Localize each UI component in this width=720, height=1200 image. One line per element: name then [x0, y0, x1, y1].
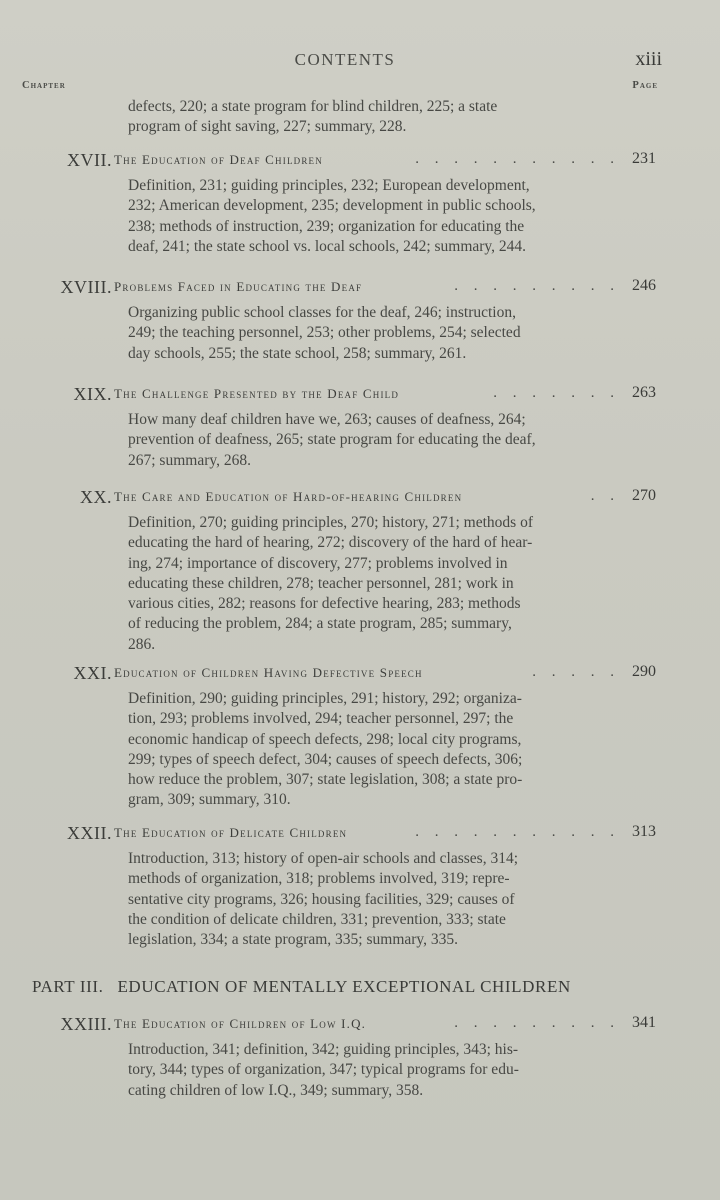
desc-line: tory, 344; types of organization, 347; typical programs for edu- [128, 1061, 519, 1079]
dot-leader: . . . . . . . . . [454, 278, 620, 294]
chapter-description [128, 1040, 624, 1101]
desc-line: day schools, 255; the state school, 258; summary, 261. [128, 344, 467, 362]
toc-entry-xxii [0, 823, 720, 950]
desc-line: Definition, 270; guiding principles, 270; history, 271; methods of [128, 514, 533, 531]
desc-line: methods of organization, 318; problems involved, 319; repre- [128, 870, 510, 888]
chapter-page-number: 263 [632, 384, 656, 401]
toc-entry-xvii [0, 150, 720, 257]
chapter-title: The Education of Deaf Children [114, 152, 323, 167]
desc-line: prevention of deafness, 265; state program for educating the deaf, [128, 431, 536, 449]
chapter-numeral: XVIII. [60, 277, 112, 297]
desc-line: deaf, 241; the state school vs. local schools, 242; summary, 244. [128, 237, 527, 255]
page-folio: xiii [635, 48, 662, 70]
desc-line: 232; American development, 235; development in public schools, [128, 197, 536, 215]
desc-line: defects, 220; a state program for blind children, 225; a state [128, 98, 498, 115]
chapter-page-number: 290 [632, 663, 656, 680]
desc-line: ing, 274; importance of discovery, 277; problems involved in [128, 554, 508, 572]
desc-line: 267; summary, 268. [128, 451, 251, 469]
chapter-description [128, 849, 624, 950]
chapter-numeral: XXII. [67, 823, 112, 843]
part-heading [32, 977, 571, 997]
desc-line: of reducing the problem, 284; a state program, 285; summary, [128, 615, 512, 633]
chapter-page-number: 270 [632, 487, 656, 504]
toc-entry-xviii [0, 277, 720, 364]
chapter-page-number: 341 [632, 1014, 656, 1031]
desc-line: Definition, 290; guiding principles, 291; history, 292; organiza- [128, 690, 522, 707]
dot-leader: . . . . . [532, 664, 620, 680]
chapter-column-label: Chapter [22, 80, 66, 91]
desc-line: Definition, 231; guiding principles, 232; European development, [128, 177, 530, 194]
dot-leader: . . [590, 488, 620, 504]
desc-line: Introduction, 341; definition, 342; guiding principles, 343; his- [128, 1041, 519, 1058]
toc-entry-xix [0, 384, 720, 471]
dot-leader: . . . . . . . . . [454, 1015, 620, 1031]
chapter-description [128, 689, 624, 811]
desc-line: Organizing public school classes for the deaf, 246; instruction, [128, 304, 516, 321]
desc-line: cating children of low I.Q., 349; summary, 358. [128, 1081, 424, 1099]
part-label: PART III. [32, 977, 104, 996]
desc-line: 286. [128, 635, 156, 653]
chapter-page-number: 246 [632, 277, 656, 294]
desc-line: the condition of delicate children, 331; prevention, 333; state [128, 910, 506, 928]
dot-leader: . . . . . . . . . . . [415, 151, 620, 167]
running-head [0, 50, 720, 74]
chapter-description [128, 410, 624, 471]
dot-leader: . . . . . . . . . . . [415, 824, 620, 840]
chapter-numeral: XX. [80, 487, 112, 507]
chapter-numeral: XVII. [67, 150, 112, 170]
chapter-numeral: XXI. [73, 663, 112, 683]
page-column-label: Page [632, 80, 658, 91]
desc-line: 299; types of speech defect, 304; causes of speech defects, 306; [128, 750, 523, 768]
desc-line: sentative city programs, 326; housing facilities, 329; causes of [128, 890, 515, 908]
chapter-description [128, 176, 624, 257]
desc-line: gram, 309; summary, 310. [128, 791, 291, 809]
desc-line: tion, 293; problems involved, 294; teacher personnel, 297; the [128, 710, 514, 728]
desc-line: program of sight saving, 227; summary, 228. [128, 118, 407, 136]
toc-entry-xxi [0, 663, 720, 811]
chapter-title: The Challenge Presented by the Deaf Child [114, 386, 400, 401]
desc-line: economic handicap of speech defects, 298; local city programs, [128, 730, 522, 748]
desc-line: Introduction, 313; history of open-air schools and classes, 314; [128, 850, 519, 867]
part-title: EDUCATION OF MENTALLY EXCEPTIONAL CHILDREN [117, 977, 571, 996]
toc-entry-xx [0, 487, 720, 655]
running-title: CONTENTS [294, 50, 396, 69]
chapter-title: Problems Faced in Educating the Deaf [114, 279, 363, 294]
chapter-title: The Care and Education of Hard-of-hearing Children [114, 489, 463, 504]
chapter-description [128, 513, 624, 655]
dot-leader: . . . . . . . [493, 385, 620, 401]
chapter-page-number: 313 [632, 823, 656, 840]
continuation-entry [0, 97, 720, 138]
chapter-title: The Education of Children of Low I.Q. [114, 1016, 367, 1031]
desc-line: legislation, 334; a state program, 335; summary, 335. [128, 931, 459, 949]
toc-entry-xxiii [0, 1014, 720, 1101]
desc-line: 249; the teaching personnel, 253; other problems, 254; selected [128, 324, 521, 342]
chapter-page-number: 231 [632, 150, 656, 167]
desc-line: How many deaf children have we, 263; causes of deafness, 264; [128, 411, 526, 428]
chapter-description [128, 303, 624, 364]
desc-line: educating the hard of hearing, 272; discovery of the hard of hear- [128, 534, 533, 552]
desc-line: how reduce the problem, 307; state legislation, 308; a state pro- [128, 771, 523, 789]
chapter-title: Education of Children Having Defective Speech [114, 665, 423, 680]
chapter-numeral: XIX. [73, 384, 112, 404]
desc-line: educating these children, 278; teacher personnel, 281; work in [128, 574, 514, 592]
chapter-numeral: XXIII. [60, 1014, 112, 1034]
desc-line: various cities, 282; reasons for defective hearing, 283; methods [128, 595, 521, 613]
chapter-title: The Education of Delicate Children [114, 825, 348, 840]
continuation-description [128, 97, 624, 138]
desc-line: 238; methods of instruction, 239; organization for educating the [128, 217, 525, 235]
